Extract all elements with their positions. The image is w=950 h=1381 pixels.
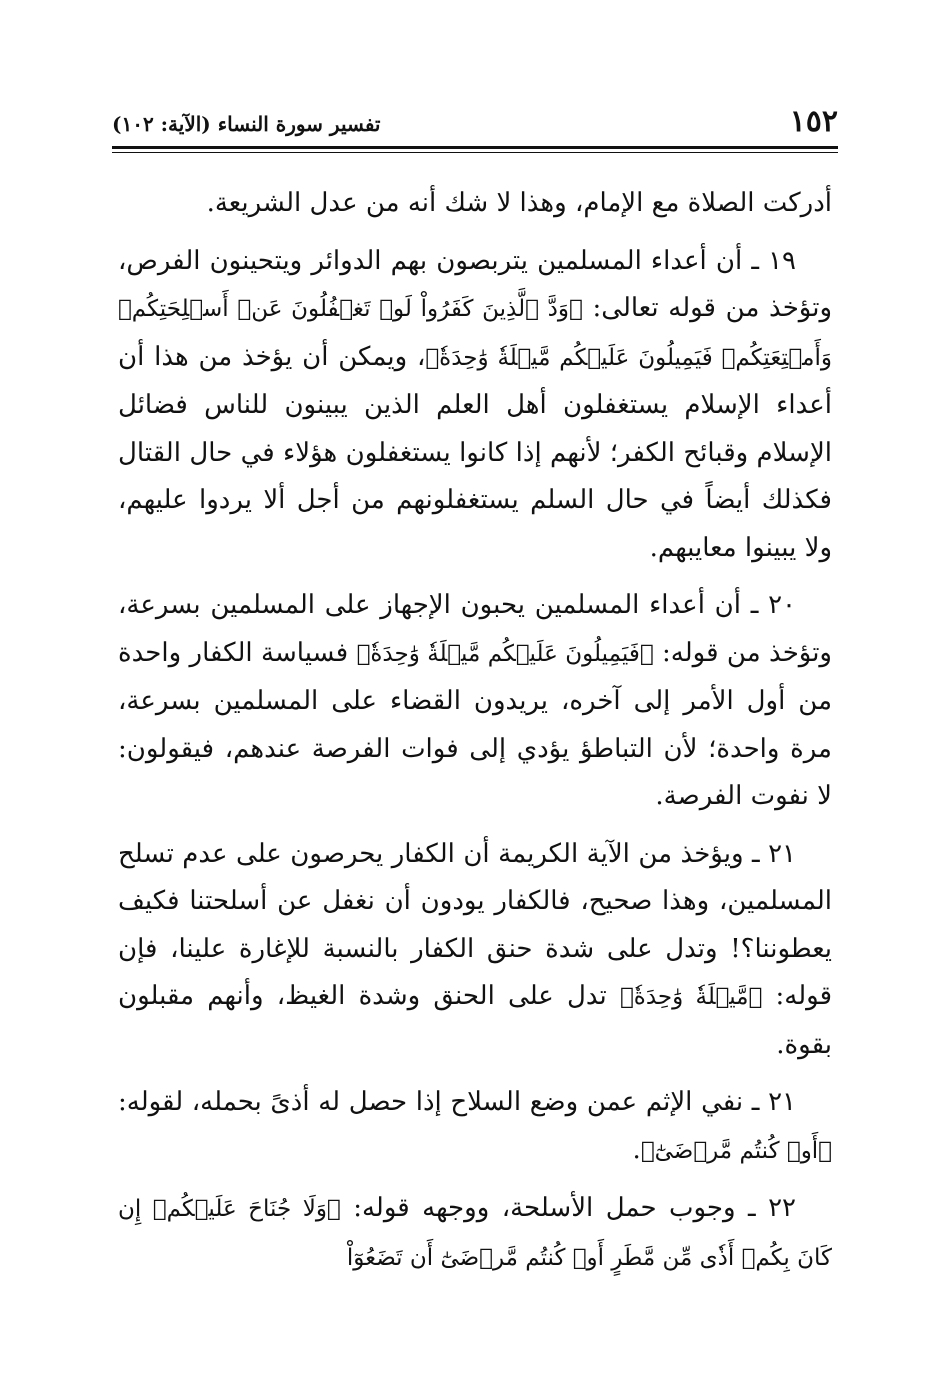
- text-run: ١٩ ـ أن أعداء المسلمين يتربصون بهم الدوائر ويتحينون الفرص، وتؤخذ من قوله تعالى:: [118, 245, 832, 323]
- text-run: ، ويمكن أن يؤخذ من هذا أن أعداء الإسلام يستغفلون أهل العلم الذين يبينون للناس فضائل الإسلام وقبائح الكفر؛ لأنهم إذا كانوا يستغفلون هؤلاء في حال القتال فكذلك أيضاً في حال السلم يستغفلونهم من أجل ألا يردوا عليهم، ولا يبينوا معايبهم.: [118, 341, 832, 563]
- paragraph-22: [118, 1185, 832, 1282]
- paragraph-continuation: [118, 180, 832, 228]
- quran-verse: ﴿وَلَا جُنَاحَ عَلَيۡكُمۡ إِن كَانَ بِكُمۡ أَذٗى مِّن مَّطَرٍ أَوۡ كُنتُم مَّرۡضَىٰٓ أَن تَضَعُوٓاْ: [118, 1196, 832, 1271]
- text-run: تدل على الحنق وشدة الغيظ، وأنهم مقبلون بقوة.: [118, 981, 832, 1060]
- paragraph-21b: [118, 1079, 832, 1175]
- text-run: ٢٢ ـ وجوب حمل الأسلحة، ووجهه قوله:: [340, 1193, 796, 1223]
- quran-verse: ﴿فَيَمِيلُونَ عَلَيۡكُم مَّيۡلَةٗ وَٰحِدَةٗ﴾: [356, 640, 654, 667]
- quran-verse: ﴿مَّيۡلَةٗ وَٰحِدَةٗ﴾: [620, 984, 763, 1010]
- running-title: تفسير سورة النساء (الآية: ١٠٢): [112, 112, 381, 136]
- text-run: ٢٠ ـ أن أعداء المسلمين يحبون الإجهاز على المسلمين بسرعة، وتؤخذ من قوله:: [118, 590, 832, 668]
- page-number: ١٥٢: [789, 104, 838, 139]
- header-rule-thick: [112, 146, 838, 149]
- paragraph-20: [118, 582, 832, 821]
- paragraph-21a: [118, 831, 832, 1070]
- text-run: أدركت الصلاة مع الإمام، وهذا لا شك أنه من عدل الشريعة.: [206, 188, 832, 218]
- quran-verse: ﴿وَدَّ ٱلَّذِينَ كَفَرُواْ لَوۡ تَغۡفُلُونَ عَنۡ أَسۡلِحَتِكُمۡ وَأَمۡتِعَتِكُمۡ فَيَمِيلُونَ عَلَيۡكُم مَّيۡلَةٗ وَٰحِدَةٗ﴾: [118, 296, 832, 371]
- quran-verse: ﴿أَوۡ كُنتُم مَّرۡضَىٰٓ﴾: [640, 1137, 832, 1164]
- page-header: [112, 102, 838, 148]
- text-run: .: [632, 1134, 641, 1165]
- text-run: ٢١ ـ ويؤخذ من الآية الكريمة أن الكفار يحرصون على عدم تسلح المسلمين، وهذا صحيح، فالكفار يودون أن نغفل عن أسلحتنا فكيف يعطوننا؟! وتدل على شدة حنق الكفار بالنسبة للإغارة علينا، فإن قوله:: [118, 838, 832, 1011]
- paragraph-19: [118, 238, 832, 573]
- header-rule-thin: [112, 152, 838, 153]
- body-text: [118, 180, 832, 1292]
- text-run: فسياسة الكفار واحدة من أول الأمر إلى آخره، يريدون القضاء على المسلمين بسرعة، مرة واحدة؛ لأن التباطؤ يؤدي إلى فوات الفرصة عندهم، فيقولون: لا نفوت الفرصة.: [118, 637, 832, 811]
- text-run: ٢١ ـ نفي الإثم عمن وضع السلاح إذا حصل له أذىً بحمله، لقوله:: [118, 1087, 796, 1117]
